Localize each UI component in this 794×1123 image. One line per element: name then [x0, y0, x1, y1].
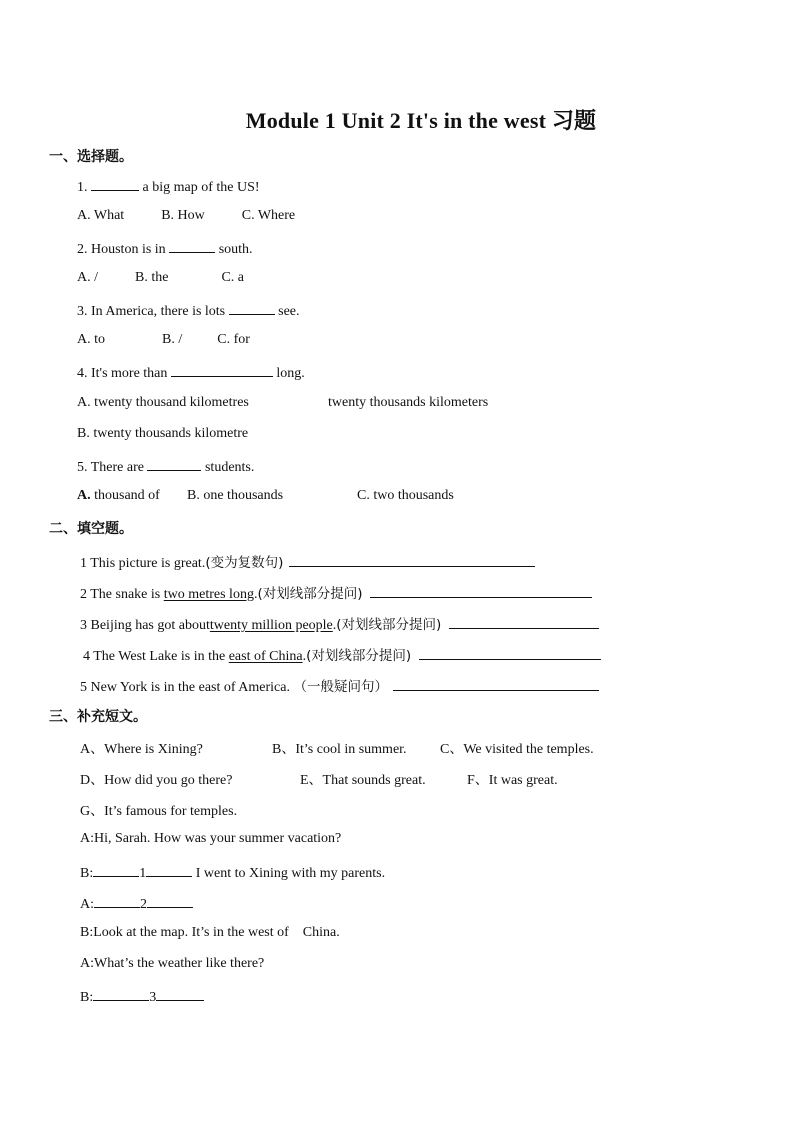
option-a: A. / — [77, 270, 98, 285]
option-a: A. What — [77, 208, 125, 223]
option-c: C. Where — [241, 208, 296, 223]
options-2 — [77, 270, 244, 286]
question-text: 1 This picture is great. — [80, 556, 206, 571]
question-text: 5 New York is in the east of America. — [80, 680, 290, 695]
option-b: B. How — [161, 208, 205, 223]
dialog-text: B:Look at the map. It’s in the west of China. — [80, 925, 340, 940]
option-c: C. two thousands — [357, 488, 454, 503]
option-line-1b — [272, 738, 407, 758]
question-text: students. — [204, 460, 255, 475]
option-b: B. the — [135, 270, 169, 285]
option-c: C. a — [221, 270, 245, 285]
underlined-phrase: two metres long — [163, 587, 254, 602]
options-4a2 — [328, 395, 488, 411]
question-2 — [77, 239, 253, 258]
dialog-option-e: E、That sounds great. — [300, 773, 426, 788]
underlined-phrase: twenty million people — [209, 618, 333, 633]
options-1 — [77, 208, 295, 224]
dialog-option-g: G、It’s famous for temples. — [80, 804, 238, 819]
fill-question-5 — [80, 675, 599, 696]
question-5 — [77, 457, 254, 476]
dialog-option-f: F、It was great. — [467, 773, 558, 788]
dialog-text: I went to Xining with my parents. — [195, 866, 386, 881]
dialog-line-4 — [80, 925, 340, 941]
section-heading-fill: 二、填空题。 — [49, 521, 133, 537]
answer-blank — [370, 584, 592, 598]
option-b: B. one thousands — [187, 488, 284, 503]
question-text: see. — [278, 304, 300, 319]
answer-blank — [94, 894, 140, 908]
answer-blank — [229, 301, 275, 315]
question-text: 5. There are — [77, 460, 144, 475]
options-3 — [77, 332, 250, 348]
instruction-hint: (对划线部分提问) — [257, 586, 363, 602]
question-text: 3. In America, there is lots — [77, 304, 226, 319]
answer-blank — [289, 553, 535, 567]
answer-blank — [169, 239, 215, 253]
instruction-hint: （一般疑问句） — [293, 679, 388, 695]
answer-blank — [171, 363, 273, 377]
fill-question-4: 4 The West Lake is in the east of China.(对划线部分提问) — [83, 644, 601, 665]
answer-blank — [147, 457, 201, 471]
section-heading-dialog: 三、补充短文。 — [49, 709, 147, 725]
answer-blank — [449, 615, 599, 629]
options-5b — [187, 488, 283, 504]
question-text: 2 The snake is — [80, 587, 161, 602]
option-line-2c — [467, 769, 558, 789]
answer-blank — [156, 987, 204, 1001]
dialog-option-d: D、How did you go there? — [80, 773, 233, 788]
question-text: 4. It's more than — [77, 366, 168, 381]
option-a-letter: A. — [77, 488, 91, 503]
question-text: long. — [276, 366, 305, 381]
options-5c — [357, 488, 454, 504]
answer-blank — [93, 863, 139, 877]
options-5 — [77, 488, 160, 504]
blank-number: 3 — [149, 990, 157, 1005]
option-a: A. to — [77, 332, 105, 347]
option-a: A. twenty thousand kilometres — [77, 395, 249, 410]
options-4b — [77, 426, 248, 442]
question-1 — [77, 177, 260, 196]
answer-blank — [91, 177, 139, 191]
section-heading-choice: 一、选择题。 — [49, 149, 133, 165]
fill-question-3: 3 Beijing has got abouttwenty million people.(对划线部分提问) — [80, 613, 599, 634]
option-line-2 — [80, 769, 232, 789]
dialog-option-a: A、Where is Xining? — [80, 742, 203, 757]
dialog-text: A:Hi, Sarah. How was your summer vacation? — [80, 831, 342, 846]
answer-blank — [419, 646, 601, 660]
dialog-line-3: A: 2 — [80, 894, 193, 913]
question-text: south. — [218, 242, 253, 257]
underlined-phrase: east of China — [228, 649, 303, 664]
dialog-option-b: B、It’s cool in summer. — [272, 742, 407, 757]
fill-question-2: 2 The snake is two metres long.(对划线部分提问) — [80, 582, 592, 603]
answer-blank — [147, 894, 193, 908]
dialog-text: A:What’s the weather like there? — [80, 956, 265, 971]
page-title: Module 1 Unit 2 It's in the west 习题 — [245, 108, 597, 133]
question-text: 4 The West Lake is in the — [83, 649, 226, 664]
option-line-1 — [80, 738, 203, 758]
option-line-1c — [440, 738, 594, 758]
blank-number: 2 — [140, 897, 147, 912]
instruction-hint: (变为复数句) — [205, 555, 284, 571]
dialog-line-1 — [80, 831, 341, 847]
option-line-3 — [80, 800, 237, 820]
option-b: B. / — [162, 332, 183, 347]
option-a: thousand of — [94, 488, 160, 503]
answer-blank — [146, 863, 192, 877]
question-text: a big map of the US! — [142, 180, 260, 195]
options-4a — [77, 395, 249, 411]
instruction-hint: (对划线部分提问) — [336, 617, 442, 633]
question-number: 1. — [77, 180, 88, 195]
blank-number: 1 — [139, 866, 147, 881]
question-text: 3 Beijing has got about — [80, 618, 210, 633]
option-unlabeled: twenty thousands kilometers — [328, 395, 489, 410]
answer-blank — [93, 987, 149, 1001]
question-text: 2. Houston is in — [77, 242, 166, 257]
fill-question-1 — [80, 551, 535, 572]
dialog-line-2: B: 1 I went to Xining with my parents. — [80, 863, 385, 882]
option-b: B. twenty thousands kilometre — [77, 426, 249, 441]
option-c: C. for — [217, 332, 250, 347]
answer-blank — [393, 677, 599, 691]
question-3 — [77, 301, 300, 320]
dialog-option-c: C、We visited the temples. — [440, 742, 594, 757]
question-4 — [77, 363, 305, 382]
option-line-2b — [300, 769, 426, 789]
dialog-line-6: B: 3 — [80, 987, 204, 1006]
instruction-hint: (对划线部分提问) — [306, 648, 412, 664]
dialog-line-5 — [80, 956, 264, 972]
